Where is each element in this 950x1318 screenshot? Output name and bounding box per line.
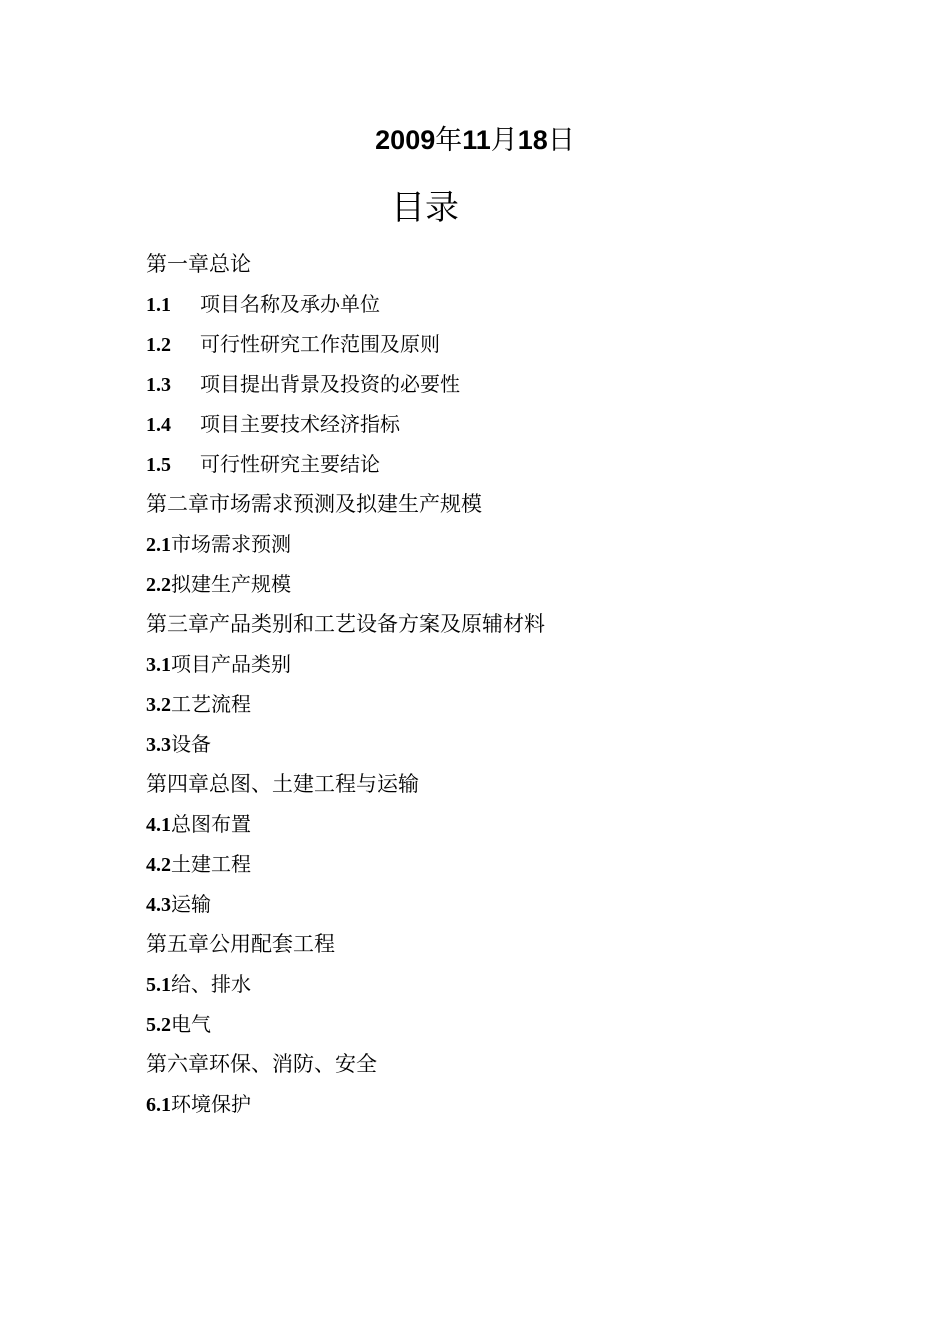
toc-section-entry[interactable] (146, 844, 866, 884)
date-month-unit: 月 (490, 125, 518, 156)
toc-section-number: 1.5 (146, 454, 171, 476)
toc-section-title: 总图布置 (171, 812, 251, 836)
toc-section-number: 5.1 (146, 974, 171, 996)
toc-section-number: 1.2 (146, 334, 171, 356)
toc-section-title: 项目提出背景及投资的必要性 (200, 372, 460, 396)
toc-section-title: 市场需求预测 (171, 532, 291, 556)
toc-section-entry[interactable] (146, 324, 866, 364)
toc-section-title: 土建工程 (171, 852, 251, 876)
document-date (0, 122, 950, 159)
toc-section-title: 电气 (171, 1012, 211, 1036)
toc-chapter-entry[interactable]: 第四章总图、土建工程与运输 (146, 772, 419, 796)
toc-section-entry[interactable] (146, 684, 866, 724)
toc-section-number: 4.2 (146, 854, 171, 876)
toc-section-entry[interactable] (146, 804, 866, 844)
toc-section-entry[interactable] (146, 524, 866, 564)
toc-section-entry[interactable] (146, 364, 866, 404)
toc-section-entry[interactable] (146, 444, 866, 484)
toc-section-number: 3.2 (146, 694, 171, 716)
toc-section-number: 4.1 (146, 814, 171, 836)
toc-section-title: 项目产品类别 (171, 652, 291, 676)
toc-section-number: 1.4 (146, 414, 171, 436)
date-day-unit: 日 (547, 125, 575, 156)
toc-section-entry[interactable] (146, 884, 866, 924)
toc-section-entry[interactable] (146, 644, 866, 684)
toc-section-number: 1.3 (146, 374, 171, 396)
toc-section-title: 运输 (171, 892, 211, 916)
toc-section-number: 3.1 (146, 654, 171, 676)
toc-section-number: 4.3 (146, 894, 171, 916)
toc-section-number: 6.1 (146, 1094, 171, 1116)
toc-section-title: 给、排水 (171, 972, 251, 996)
date-year-unit: 年 (435, 125, 463, 156)
toc-chapter-entry[interactable]: 第五章公用配套工程 (146, 932, 335, 956)
toc-chapter-entry[interactable]: 第六章环保、消防、安全 (146, 1052, 377, 1076)
date-day: 18 (517, 125, 548, 155)
toc-section-title: 项目主要技术经济指标 (200, 412, 400, 436)
table-of-contents (146, 244, 866, 1124)
toc-chapter-entry[interactable]: 第二章市场需求预测及拟建生产规模 (146, 492, 482, 516)
toc-section-entry[interactable] (146, 284, 866, 324)
toc-section-title: 可行性研究工作范围及原则 (200, 332, 440, 356)
toc-chapter-entry[interactable]: 第一章总论 (146, 252, 251, 276)
toc-section-number: 3.3 (146, 734, 171, 756)
date-year: 2009 (375, 125, 436, 155)
toc-section-entry[interactable] (146, 1004, 866, 1044)
date-month: 11 (462, 125, 491, 155)
toc-section-number: 2.1 (146, 534, 171, 556)
toc-section-title: 项目名称及承办单位 (200, 292, 380, 316)
toc-section-title: 设备 (171, 732, 211, 756)
toc-section-number: 2.2 (146, 574, 171, 596)
toc-section-number: 5.2 (146, 1014, 171, 1036)
toc-section-entry[interactable] (146, 564, 866, 604)
toc-heading: 目录 (391, 188, 459, 228)
toc-section-entry[interactable] (146, 1084, 866, 1124)
toc-section-title: 工艺流程 (171, 692, 251, 716)
toc-section-number: 1.1 (146, 294, 171, 316)
toc-section-entry[interactable] (146, 404, 866, 444)
toc-section-title: 环境保护 (171, 1092, 251, 1116)
toc-section-title: 拟建生产规模 (171, 572, 291, 596)
toc-chapter-entry[interactable]: 第三章产品类别和工艺设备方案及原辅材料 (146, 612, 545, 636)
toc-section-entry[interactable] (146, 964, 866, 1004)
toc-section-entry[interactable] (146, 724, 866, 764)
toc-section-title: 可行性研究主要结论 (200, 452, 380, 476)
